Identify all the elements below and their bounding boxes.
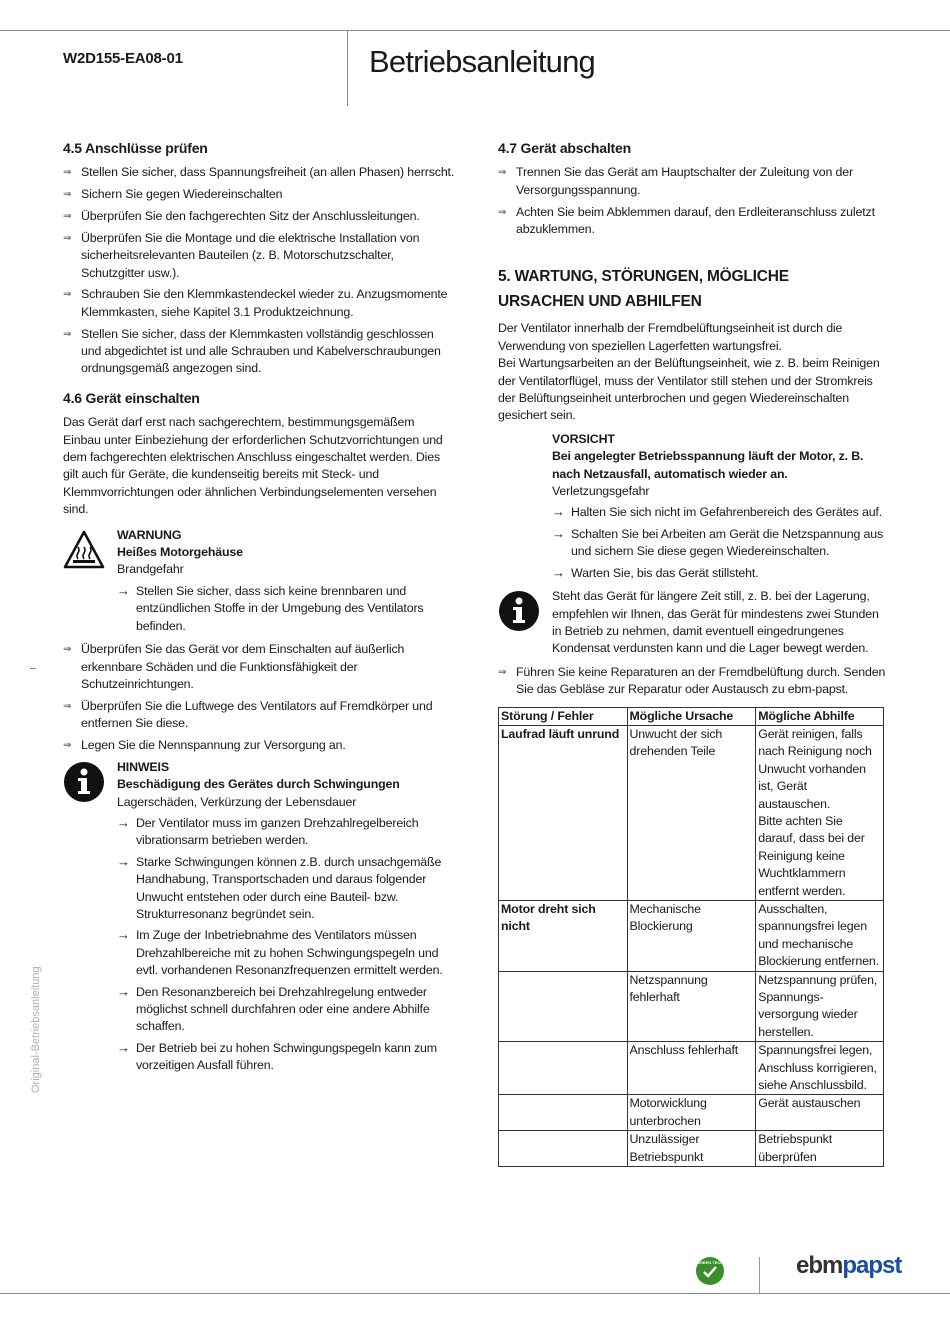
cause-cell: Netzspannung fehlerhaft [627,971,756,1042]
list-item: → Schalten Sie bei Arbeiten am Gerät die Netzspannung aus und sichern Sie diese gegen Wiedereinschalten. [552,526,888,561]
section-4-5-title: 4.5 Anschlüsse prüfen [63,140,208,156]
list-item: ⇒ Trennen Sie das Gerät am Hauptschalter der Zuleitung von der Versorgungsspannung. [498,164,888,199]
remedy-note: Bitte achten Sie darauf, dass bei der Reinigung keine Wuchtklammern entfernt werden. [758,813,865,898]
document-title: Betriebsanleitung [369,44,595,79]
remedy-cell: Spannungsfrei legen, Anschluss korrigieren, siehe Anschlussbild. [756,1042,884,1095]
warning-list [117,583,455,635]
list-item: ⇒ Sichern Sie gegen Wiedereinschalten [63,186,455,203]
section-4-7-list [498,164,888,238]
table-row [499,1042,884,1095]
list-item: → Stellen Sie sicher, dass sich keine brennbaren und entzündlichen Stoffe in der Umgebung des Ventilators befinden. [117,583,455,635]
caution-notice [498,431,888,582]
list-item: → Der Betrieb bei zu hohen Schwingungspegeln kann zum vorzeitigen Ausfall führen. [117,1040,455,1075]
column-header: Störung / Fehler [499,707,628,725]
side-label: Original-Betriebsanleitung [30,966,42,1093]
remedy-text: Gerät reinigen, falls nach Reinigung noch Unwucht vorhanden ist, Gerät austauschen. [758,726,872,811]
table-row [499,725,884,900]
footer-divider [759,1257,760,1293]
list-item: ⇒ Schrauben Sie den Klemmkastendeckel wieder zu. Anzugsmomente Klemmkasten, siehe Kapitel 3.1 Produktzeichnung. [63,286,455,321]
table-row [499,971,884,1042]
fault-cell [499,1042,628,1095]
brand-part2: papst [842,1252,902,1279]
warning-notice [63,527,455,635]
cause-cell: Motorwicklung unterbrochen [627,1095,756,1131]
brand-logo [796,1252,901,1280]
green-tech-logo [695,1256,725,1286]
list-item: → Der Ventilator muss im ganzen Drehzahlregelbereich vibrationsarm betrieben werden. [117,815,455,850]
cause-cell: Unwucht der sich drehenden Teile [627,725,756,900]
list-item: → Starke Schwingungen können z.B. durch unsachgemäße Handhabung, Transportschaden und daraus folgender Unwucht entstehen oder durch eine Bauteil- bzw. Strukturresonanz begründet sein. [117,854,455,924]
section-5-title-line1: 5. WARTUNG, STÖRUNGEN, MÖGLICHE [498,268,789,286]
cause-cell: Mechanische Blockierung [627,901,756,972]
info-icon [63,761,105,803]
remedy-cell: Gerät austauschen [756,1095,884,1131]
hint-headline: Beschädigung des Gerätes durch Schwingungen [117,777,400,792]
document-id: W2D155-EA08-01 [63,50,183,67]
footer-rule [0,1293,950,1294]
header-divider [347,30,348,106]
list-item: → Im Zuge der Inbetriebnahme des Ventilators müssen Drehzahlbereiche mit zu hohen Schwingungspegeln und evtl. vorhandenen Resonanzfrequenzen ermittelt werden. [117,927,455,979]
header-top-rule [0,30,950,31]
fault-cell: Laufrad läuft unrund [499,725,628,900]
hot-surface-warning-icon [63,529,105,571]
cause-cell: Anschluss fehlerhaft [627,1042,756,1095]
list-item: ⇒ Überprüfen Sie die Luftwege des Ventilators auf Fremdkörper und entfernen Sie diese. [63,698,455,733]
list-item: → Den Resonanzbereich bei Drehzahlregelung entweder möglichst schnell durchfahren oder eine andere Abhilfe schaffen. [117,984,455,1036]
caution-type: VORSICHT [552,431,615,446]
remedy-cell [756,725,884,900]
left-column [63,140,455,1081]
table-row [499,901,884,972]
fault-cell: Motor dreht sich nicht [499,901,628,972]
warning-headline: Heißes Motorgehäuse [117,545,243,560]
list-item: ⇒ Stellen Sie sicher, dass der Klemmkasten vollständig geschlossen und abgedichtet ist und alle Schrauben und Kabelverschraubungen ordnungsgemäß angezogen sind. [63,326,455,378]
fault-cell [499,971,628,1042]
table-row [499,1095,884,1131]
warning-type: WARNUNG [117,527,182,542]
brand-part1: ebm [796,1252,843,1279]
fault-table [498,707,884,1168]
list-item: ⇒ Führen Sie keine Reparaturen an der Fremdbelüftung durch. Senden Sie das Gebläse zur Reparatur oder Austausch zu ebm-papst. [498,664,888,699]
right-column [498,140,888,1167]
hint-sub: Lagerschäden, Verkürzung der Lebensdauer [117,794,357,809]
column-header: Mögliche Ursache [627,707,756,725]
section-5-title [498,264,888,314]
caution-sub: Verletzungsgefahr [552,484,650,499]
table-header-row [499,707,884,725]
section-5-para2: Bei Wartungsarbeiten an der Belüftungseinheit, wie z. B. beim Reinigen der Ventilatorflügel, muss der Ventilator still stehen und der Stromkreis der Belüftungseinheit unterbrochen und gegen Wiedereinschalten gesichert sein. [498,356,880,423]
warning-sub: Brandgefahr [117,562,184,577]
section-5-para1: Der Ventilator innerhalb der Fremdbelüftungseinheit ist durch die Verwendung von speziellen Lagerfetten wartungsfrei. [498,321,843,353]
section-4-5-list [63,164,455,377]
list-item: ⇒ Achten Sie beim Abklemmen darauf, den Erdleiteranschluss zuletzt abzuklemmen. [498,204,888,239]
section-5-title-line2: URSACHEN UND ABHILFEN [498,293,702,311]
section-4-6-list [63,641,455,754]
cause-cell: Unzulässiger Betriebspunkt [627,1131,756,1167]
list-item: ⇒ Überprüfen Sie das Gerät vor dem Einschalten auf äußerlich erkennbare Schäden und die Funktionsfähigkeit der Schutzeinrichtungen. [63,641,455,693]
list-item: ⇒ Überprüfen Sie den fachgerechten Sitz der Anschlussleitungen. [63,208,455,225]
list-item: ⇒ Stellen Sie sicher, dass Spannungsfreiheit (an allen Phasen) herrscht. [63,164,455,181]
list-item: ⇒ Überprüfen Sie die Montage und die elektrische Installation von sicherheitsrelevanten Bauteilen (z. B. Motorschutzschalter, Schutzgitter usw.). [63,230,455,282]
hint-type: HINWEIS [117,759,169,774]
section-5-list [498,664,888,699]
column-header: Mögliche Abhilfe [756,707,884,725]
fault-cell [499,1131,628,1167]
info-icon [498,590,540,632]
hint-notice [63,759,455,1075]
section-4-6-intro: Das Gerät darf erst nach sachgerechtem, bestimmungsgemäßem Einbau unter Einbeziehung der erforderlichen Schutzvorrichtungen und dem fachgerechten elektrischen Anschluss eingeschaltet werden. Dies gilt auch für Geräte, die kundenseitig bereits mit Steck- und Klemmvorrichtungen oder ähnlichen Verbindungselementen versehen sind. [63,415,443,517]
margin-mark [30,668,36,669]
section-4-7-title: 4.7 Gerät abschalten [498,140,631,156]
section-4-6-title: 4.6 Gerät einschalten [63,389,200,406]
fault-cell [499,1095,628,1131]
info-notice [498,588,888,658]
table-row [499,1131,884,1167]
remedy-cell: Netzspannung prüfen, Spannungs-versorgung wieder herstellen. [756,971,884,1042]
caution-list [552,504,888,582]
caution-headline: Bei angelegter Betriebsspannung läuft der Motor, z. B. nach Netzausfall, automatisch wieder an. [552,449,864,481]
green-tech-badge-text: GREEN TECH [696,1260,724,1265]
remedy-cell: Betriebspunkt überprüfen [756,1131,884,1167]
list-item: → Halten Sie sich nicht im Gefahrenbereich des Gerätes auf. [552,504,888,521]
list-item: ⇒ Legen Sie die Nennspannung zur Versorgung an. [63,737,455,754]
list-item: → Warten Sie, bis das Gerät stillsteht. [552,565,888,582]
hint-list [117,815,455,1075]
info-text: Steht das Gerät für längere Zeit still, z. B. bei der Lagerung, empfehlen wir Ihnen, das Gerät für mindestens zwei Stunden in Betrieb zu nehmen, damit eventuell eingedrungenes Kondensat verdunsten kann und die Lager bewegt werden. [552,589,879,656]
remedy-cell: Ausschalten, spannungsfrei legen und mechanische Blockierung entfernen. [756,901,884,972]
